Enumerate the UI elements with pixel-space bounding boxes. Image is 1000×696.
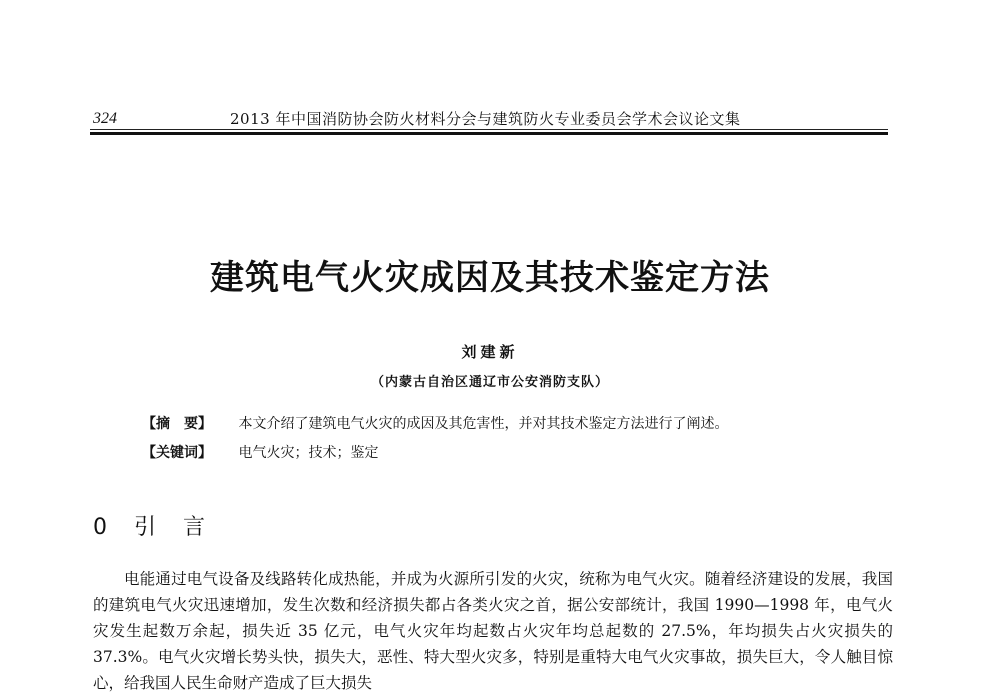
article-title: 建筑电气火灾成因及其技术鉴定方法 xyxy=(210,258,770,298)
running-head: 2013 年中国消防协会防火材料分会与建筑防火专业委员会学术会议论文集 xyxy=(230,110,741,128)
page-number: 324 xyxy=(93,110,117,127)
body-paragraph: 电能通过电气设备及线路转化成热能，并成为火源所引发的火灾，统称为电气火灾。随着经济建设的发展，我国的建筑电气火灾迅速增加，发生次数和经济损失都占各类火灾之首，据公安部统计，我国 1990—1998 年，电气火灾发生起数万余起，损失近 35 亿元，电气火灾年均起数占火灾年均总起数的 27.5%，年均损失占火灾损失的 37.3%。电气火灾增长势头快，损失大，恶性、特大型火灾多，特别是重特大电气火灾事故，损失巨大，令人触目惊心，给我国人民生命财产造成了巨大损失 xyxy=(93,570,893,692)
author-name: 刘建新 xyxy=(461,343,519,361)
abstract-text: 本文介绍了建筑电气火灾的成因及其危害性，并对其技术鉴定方法进行了阐述。 xyxy=(238,416,729,432)
header-rule-thin xyxy=(90,129,888,130)
section-heading: 0 引 言 xyxy=(93,515,215,540)
body-text xyxy=(93,566,893,696)
keywords-label: 【关键词】 xyxy=(142,445,212,461)
abstract xyxy=(142,413,728,433)
keywords xyxy=(142,442,378,462)
keywords-text: 电气火灾；技术；鉴定 xyxy=(238,445,379,461)
abstract-label: 【摘 要】 xyxy=(142,416,212,432)
header-rule-thick xyxy=(90,132,888,135)
author-affiliation: （内蒙古自治区通辽市公安消防支队） xyxy=(370,375,609,390)
